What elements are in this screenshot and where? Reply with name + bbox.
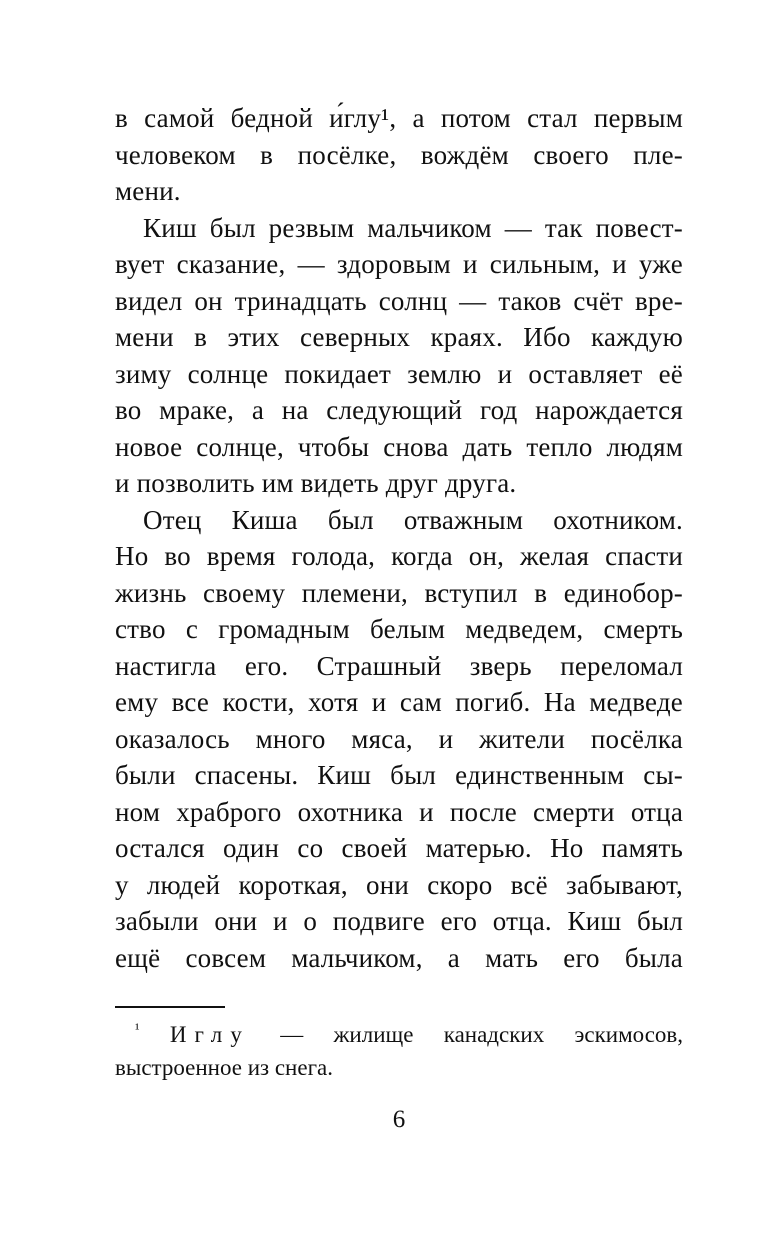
body-text (115, 100, 683, 976)
text-line: оказалось много мяса, и жители посёлка (115, 723, 683, 754)
text-line: у людей короткая, они скоро всё забывают, (115, 869, 683, 900)
text-line: зиму солнце покидает землю и оставляет её (115, 358, 683, 389)
text-line: мени в этих северных краях. Ибо каждую (115, 322, 683, 352)
text-line: жизнь своему племени, вступил в единобор- (115, 577, 683, 608)
text-line: ещё совсем мальчиком, а мать его была (115, 942, 683, 973)
text-line: Отец Киша был отважным охотником. (143, 504, 683, 535)
text-line: остался один со своей матерью. Но память (115, 833, 683, 863)
text-line: мени. (115, 176, 181, 206)
text-line: во мраке, а на следующий год нарождается (115, 395, 683, 425)
text-line: Но во время голода, когда он, желая спасти (115, 541, 683, 571)
footnote-definition (115, 1018, 683, 1051)
text-line: человеком в посёлке, вождём своего пле- (115, 139, 683, 170)
text-line: и позволить им видеть друг друга. (115, 468, 517, 498)
text-line: Киш был резвым мальчиком — так повест- (143, 212, 683, 243)
text-line: были спасены. Киш был единственным сы- (115, 760, 683, 790)
text-line: новое солнце, чтобы снова дать тепло людям (115, 431, 683, 462)
footnote-marker: ¹ (135, 1021, 140, 1038)
text-line: ство с громадным белым медведем, смерть (115, 614, 683, 644)
text-line: настигла его. Страшный зверь переломал (115, 650, 683, 681)
text-line: ном храброго охотника и после смерти отца (115, 796, 683, 827)
text-line: в самой бедной и́глу¹, а потом стал первым (115, 103, 683, 133)
footnote-definition-text: — жилище канадских эскимосов, (280, 1022, 684, 1047)
text-line: забыли они и о подвиге его отца. Киш был (115, 906, 683, 936)
footnote (115, 1006, 683, 1084)
text-line: вует сказание, — здоровым и сильным, и уже (115, 249, 683, 279)
footnote-term: Иглу (169, 1022, 250, 1047)
page-number: 6 (392, 1106, 406, 1133)
text-column (115, 100, 683, 1084)
text-line: ему все кости, хотя и сам погиб. На медведе (115, 687, 683, 717)
text-line: видел он тринадцать солнц — таков счёт вре- (115, 285, 683, 316)
footnote-definition-continued: выстроенное из снега. (115, 1055, 333, 1080)
footnote-divider (115, 1006, 225, 1008)
